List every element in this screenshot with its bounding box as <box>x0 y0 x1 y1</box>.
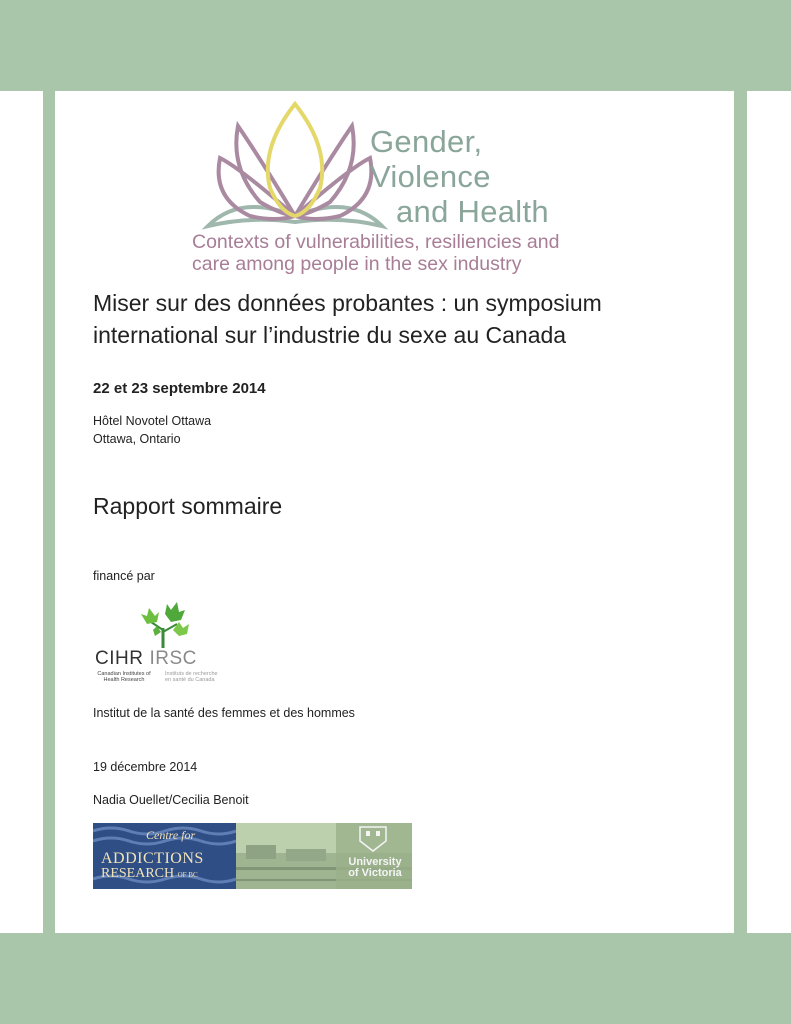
authors: Nadia Ouellet/Cecilia Benoit <box>93 793 249 807</box>
venue-line2: Ottawa, Ontario <box>93 432 181 446</box>
venue-line1: Hôtel Novotel Ottawa <box>93 414 212 428</box>
carbc-line3-suffix: OF BC <box>177 871 198 879</box>
cihr-acronym-en: CIHR <box>95 648 144 669</box>
logo-title <box>370 124 549 229</box>
funding-institute: Institut de la santé des femmes et des hommes <box>93 706 355 720</box>
page-border-left <box>43 91 55 933</box>
uvic-name <box>339 857 411 879</box>
page-border-bottom <box>0 933 791 1024</box>
page-border-top <box>0 0 791 91</box>
cihr-acronyms <box>95 648 197 670</box>
carbc-line3-main: RESEARCH <box>101 866 175 881</box>
logo-title-line2: Violence <box>370 159 491 194</box>
logo-subtitle-line2: care among people in the sex industry <box>192 253 522 275</box>
page-title-line1: Miser sur des données probantes : un symposium <box>93 290 602 316</box>
funded-by-label: financé par <box>93 569 155 583</box>
cihr-name-fr: Instituts de recherche en santé du Canada <box>165 671 218 683</box>
gender-violence-health-logo <box>192 98 620 283</box>
report-date: 19 décembre 2014 <box>93 760 198 774</box>
page-title <box>93 287 693 351</box>
logo-subtitle <box>192 231 612 275</box>
report-type-heading: Rapport sommaire <box>93 493 283 519</box>
symposium-dates: 22 et 23 septembre 2014 <box>93 380 266 397</box>
uvic-line1: University <box>348 856 402 868</box>
lotus-icon <box>200 98 390 238</box>
carbc-line3 <box>101 866 198 882</box>
maple-tree-icon <box>133 600 193 650</box>
cihr-acronym-fr: IRSC <box>149 648 197 669</box>
logo-subtitle-line1: Contexts of vulnerabilities, resiliencies and <box>192 231 560 253</box>
cihr-name-en: Canadian Institutes of Health Research <box>97 671 151 683</box>
venue <box>93 412 211 448</box>
page-border-right <box>734 91 747 933</box>
cihr-logo <box>93 600 243 690</box>
partner-logos-banner <box>93 823 412 889</box>
carbc-line2: ADDICTIONS <box>101 850 204 867</box>
carbc-line1: Centre for <box>146 828 196 842</box>
logo-title-line3: and Health <box>396 194 549 229</box>
logo-title-line1: Gender, <box>370 124 483 159</box>
carbc-logo <box>93 823 236 889</box>
page-title-line2: international sur l’industrie du sexe au Canada <box>93 322 567 348</box>
uvic-line2: of Victoria <box>348 867 402 879</box>
uvic-logo <box>236 823 412 889</box>
